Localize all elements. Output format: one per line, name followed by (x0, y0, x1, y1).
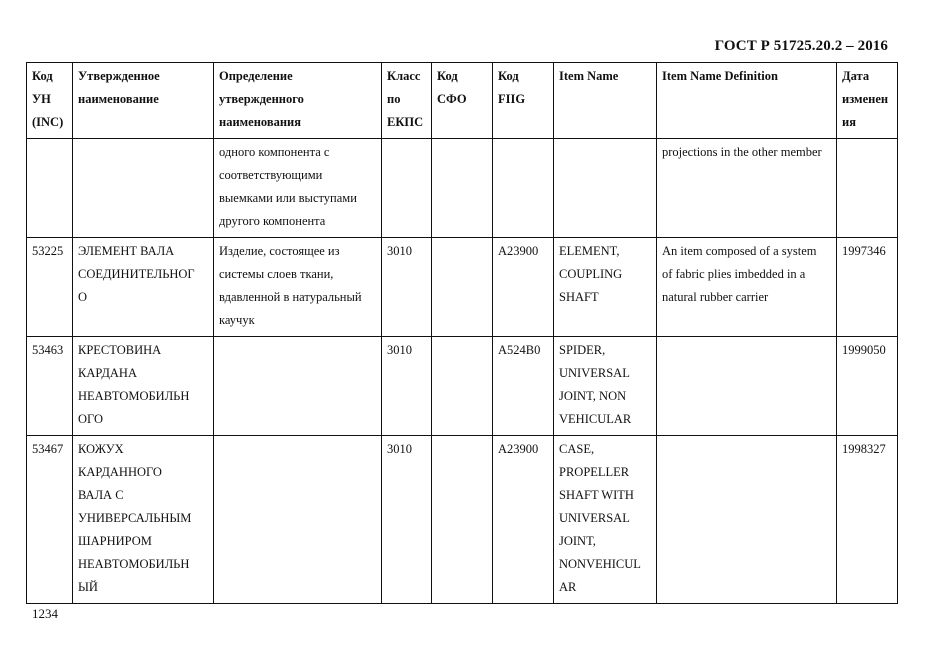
cell-text: ELEMENT, COUPLING SHAFT (559, 244, 623, 304)
cell-text: SPIDER, UNIVERSAL JOINT, NON VEHICULAR (559, 343, 632, 426)
table-row (27, 238, 898, 337)
col-fiig-cell (493, 139, 554, 238)
cell-text: A23900 (498, 244, 539, 258)
col-approved-name-cell (73, 436, 214, 604)
col-definition-header (214, 63, 382, 139)
col-definition-cell (214, 337, 382, 436)
column-header-label: Код УН (INC) (32, 69, 64, 129)
cell-text: A524B0 (498, 343, 541, 357)
col-change-date-cell (837, 337, 898, 436)
column-header-label: Определение утвержденного наименования (219, 69, 304, 129)
col-fiig-header (493, 63, 554, 139)
col-sfo-header (432, 63, 493, 139)
col-item-definition-cell (657, 238, 837, 337)
cell-text: 3010 (387, 343, 412, 357)
col-inc-cell (27, 238, 73, 337)
cell-text: Изделие, состоящее из системы слоев ткани, вдавленной в натуральный каучук (219, 244, 362, 327)
cell-text: 53467 (32, 442, 64, 456)
table-body (27, 139, 898, 604)
col-item-definition-cell (657, 337, 837, 436)
col-change-date-header (837, 63, 898, 139)
cell-text: 1997346 (842, 244, 886, 258)
col-approved-name-cell (73, 139, 214, 238)
cell-text: 3010 (387, 244, 412, 258)
cell-text: 3010 (387, 442, 412, 456)
document-code: ГОСТ Р 51725.20.2 – 2016 (714, 38, 888, 54)
col-sfo-cell (432, 436, 493, 604)
cell-text: projections in the other member (662, 145, 822, 159)
cell-text: 1999050 (842, 343, 886, 357)
col-definition-cell (214, 436, 382, 604)
col-item-definition-header (657, 63, 837, 139)
col-item-definition-cell (657, 436, 837, 604)
cell-text: КОЖУХ КАРДАННОГО ВАЛА С УНИВЕРСАЛЬНЫМ ШАРНИРОМ НЕАВТОМОБИЛЬН ЫЙ (78, 442, 192, 594)
column-header-label: Код FIIG (498, 69, 526, 106)
col-change-date-cell (837, 436, 898, 604)
cell-text: ЭЛЕМЕНТ ВАЛА СОЕДИНИТЕЛЬНОГ О (78, 244, 195, 304)
cell-text: A23900 (498, 442, 539, 456)
cell-text: An item composed of a system of fabric plies imbedded in a natural rubber carrier (662, 244, 817, 304)
col-class-cell (382, 436, 432, 604)
col-item-name-cell (554, 436, 657, 604)
col-class-header (382, 63, 432, 139)
col-fiig-cell (493, 238, 554, 337)
col-inc-cell (27, 337, 73, 436)
column-header-label: Item Name (559, 69, 619, 83)
table-header-row (27, 63, 898, 139)
col-approved-name-cell (73, 337, 214, 436)
col-approved-name-header (73, 63, 214, 139)
col-item-name-cell (554, 238, 657, 337)
cell-text: КРЕСТОВИНА КАРДАНА НЕАВТОМОБИЛЬН ОГО (78, 343, 190, 426)
col-sfo-cell (432, 337, 493, 436)
col-inc-cell (27, 436, 73, 604)
table-row (27, 139, 898, 238)
col-change-date-cell (837, 139, 898, 238)
table-row (27, 337, 898, 436)
cell-text: 53463 (32, 343, 64, 357)
item-name-table (26, 62, 898, 604)
column-header-label: Утвержденное наименование (78, 69, 160, 106)
col-definition-cell (214, 139, 382, 238)
column-header-label: Класс по ЕКПС (387, 69, 424, 129)
col-class-cell (382, 337, 432, 436)
col-inc-cell (27, 139, 73, 238)
page-number: 1234 (32, 606, 58, 621)
cell-text: 53225 (32, 244, 64, 258)
col-change-date-cell (837, 238, 898, 337)
column-header-label: Дата изменен ия (842, 69, 889, 129)
col-sfo-cell (432, 238, 493, 337)
column-header-label: Код СФО (437, 69, 467, 106)
col-inc-header (27, 63, 73, 139)
table-row (27, 436, 898, 604)
cell-text: одного компонента с соответствующими выемками или выступами другого компонента (219, 145, 357, 228)
col-definition-cell (214, 238, 382, 337)
col-class-cell (382, 238, 432, 337)
col-item-definition-cell (657, 139, 837, 238)
col-item-name-cell (554, 139, 657, 238)
col-item-name-cell (554, 337, 657, 436)
col-fiig-cell (493, 337, 554, 436)
col-approved-name-cell (73, 238, 214, 337)
col-fiig-cell (493, 436, 554, 604)
column-header-label: Item Name Definition (662, 69, 778, 83)
col-item-name-header (554, 63, 657, 139)
cell-text: CASE, PROPELLER SHAFT WITH UNIVERSAL JOINT, NONVEHICUL AR (559, 442, 641, 594)
col-sfo-cell (432, 139, 493, 238)
cell-text: 1998327 (842, 442, 886, 456)
col-class-cell (382, 139, 432, 238)
